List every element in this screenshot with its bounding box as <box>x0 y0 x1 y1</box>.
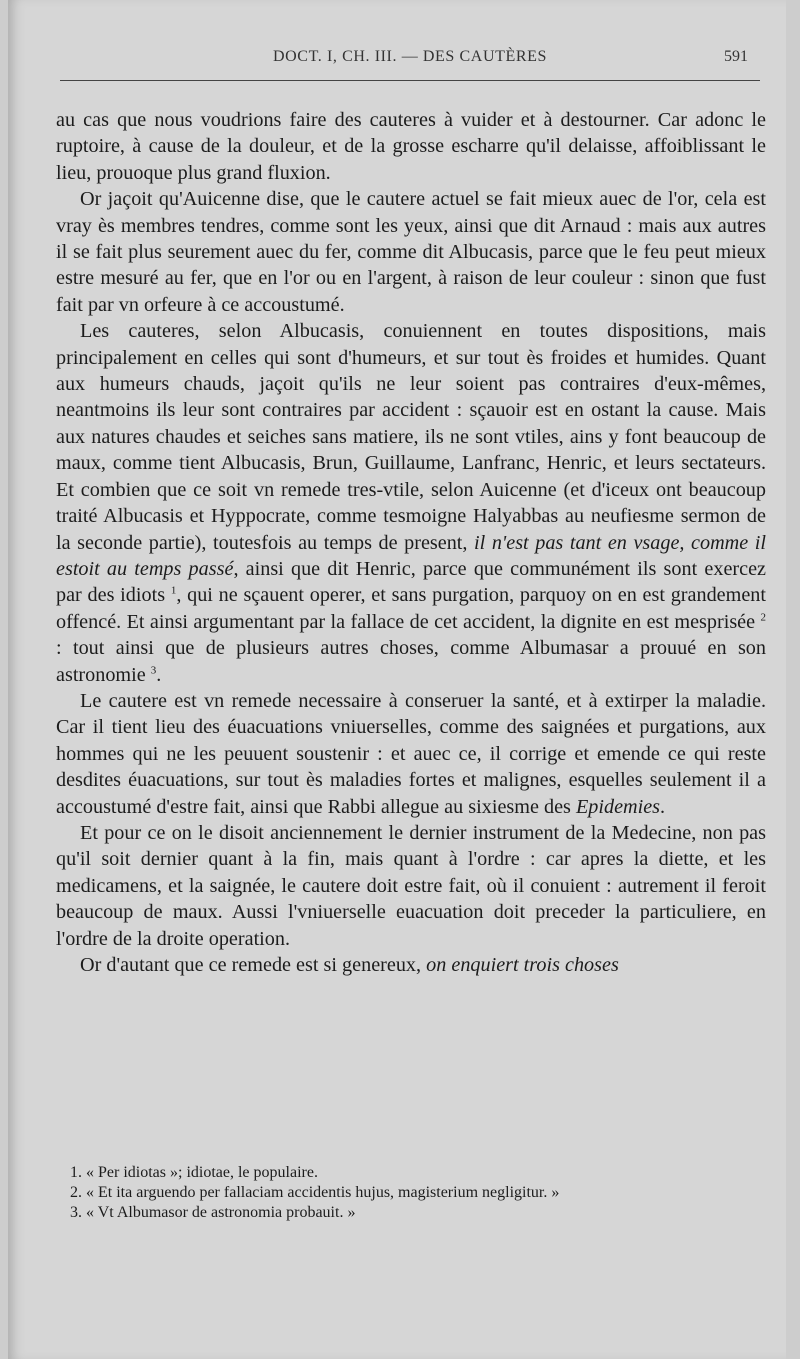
paragraph-2 <box>56 186 766 318</box>
paragraph-3-text-e: . <box>156 663 162 686</box>
paragraph-3-text-c: , qui ne sçauent operer, et sans purgation, parquoy on en est grandement offencé. Et ainsi argumentant par la fallace de cet accident, la dignite en est mesprisée <box>56 584 767 633</box>
paragraph-5-text: Et pour ce on le disoit anciennement le dernier instrument de la Medecine, non pas qu'il soit dernier quant à la fin, mais quant à l'ordre : car apres la diette, et les medicamens, et la saignée, le cautere doit estre fait, où il conuient : autrement il feroit beaucoup de maux. Aussi l'vniuerselle euacuation doit preceder la particuliere, en l'ordre de la droite operation. <box>56 821 766 950</box>
paragraph-6 <box>56 952 766 978</box>
footnote-2: 2. « Et ita arguendo per fallaciam accidentis hujus, magisterium negligitur. » <box>70 1184 560 1201</box>
footnote-ref-1[interactable]: 1 <box>170 584 177 597</box>
paragraph-3-italic: il n'est pas tant en vsage, comme il estoit au temps passé <box>56 531 766 580</box>
paragraph-1-text: au cas que nous voudrions faire des cauteres à vuider et à destourner. Car adonc le ruptoire, à cause de la douleur, et de la grosse escharre qu'il delaisse, affoiblissant le lieu, prouoque plus grand fluxion. <box>56 109 766 184</box>
paragraph-4-text-b: . <box>660 795 666 818</box>
paragraph-1 <box>56 107 766 186</box>
paragraph-4 <box>56 688 766 820</box>
paragraph-4-text-a: Le cautere est vn remede necessaire à conseruer la santé, et à extirper la maladie. Car il tient lieu des éuacuations vniuerselles, comme des saignées et purgations, aux hommes qui ne les peuuent soustenir : et auec ce, il corrige et emende ce qui reste desdites éuacuations, sur tout ès maladies fortes et malignes, esquelles seulement il a accoustumé d'estre fait, ainsi que Rabbi allegue au sixiesme des <box>56 689 766 818</box>
header-rule <box>60 80 760 81</box>
footnote-ref-2[interactable]: 2 <box>760 610 766 623</box>
footnote-3: 3. « Vt Albumasor de astronomia probauit. » <box>70 1204 356 1221</box>
paragraph-5 <box>56 820 766 952</box>
paragraph-3-text-a: Les cauteres, selon Albucasis, conuiennent en toutes dispositions, mais principalement en celles qui sont d'humeurs, et sur tout ès froides et humides. Quant aux humeurs chauds, jaçoit qu'ils ne leur soient pas contraires d'eux-mêmes, neantmoins ils leur sont contraires par accident : sçauoir est en ostant la cause. Mais aux natures chaudes et seiches sans matiere, ils ne sont vtiles, ains y font beaucoup de maux, comme tient Albucasis, Brun, Guillaume, Lanfranc, Henric, et leurs sectateurs. Et combien que ce soit vn remede tres-vtile, selon Auicenne (et d'iceux ont beaucoup traité Albucasis et Hyppocrate, comme tesmoigne Halyabbas au neufiesme sermon de la seconde partie), toutesfois au temps de present, <box>56 320 766 554</box>
paragraph-3-text-d: : tout ainsi que de plusieurs autres choses, comme Albumasar a prouué en son astronomie <box>56 637 766 686</box>
paragraph-3 <box>56 318 766 688</box>
paragraph-6-text-a: Or d'autant que ce remede est si genereux, <box>80 954 427 976</box>
book-page <box>8 0 786 1359</box>
paragraph-6-italic: on enquiert trois choses <box>426 954 619 976</box>
footnote-ref-3[interactable]: 3 <box>150 663 157 676</box>
paragraph-3-text-b: , ainsi que dit Henric, parce que communément ils sont exercez par des idiots <box>56 557 767 607</box>
running-title: DOCT. I, CH. III. — DES CAUTÈRES <box>272 48 547 65</box>
footnotes <box>70 1163 770 1223</box>
footnote-1: 1. « Per idiotas »; idiotae, le populaire. <box>70 1164 318 1181</box>
paragraph-4-italic: Epidemies <box>575 795 661 818</box>
main-text <box>56 107 766 978</box>
page-header <box>60 48 760 74</box>
page-number: 591 <box>724 48 748 65</box>
paragraph-2-text: Or jaçoit qu'Auicenne dise, que le cautere actuel se fait mieux auec de l'or, cela est vray ès membres tendres, comme sont les yeux, ainsi que dit Arnaud : mais aux autres il se fait plus seurement auec du fer, comme dit Albucasis, parce que le feu peut mieux estre mesuré au fer, que en l'or ou en l'argent, à raison de leur couleur : sinon que fust fait par vn orfeure à ce accoustumé. <box>56 188 766 316</box>
